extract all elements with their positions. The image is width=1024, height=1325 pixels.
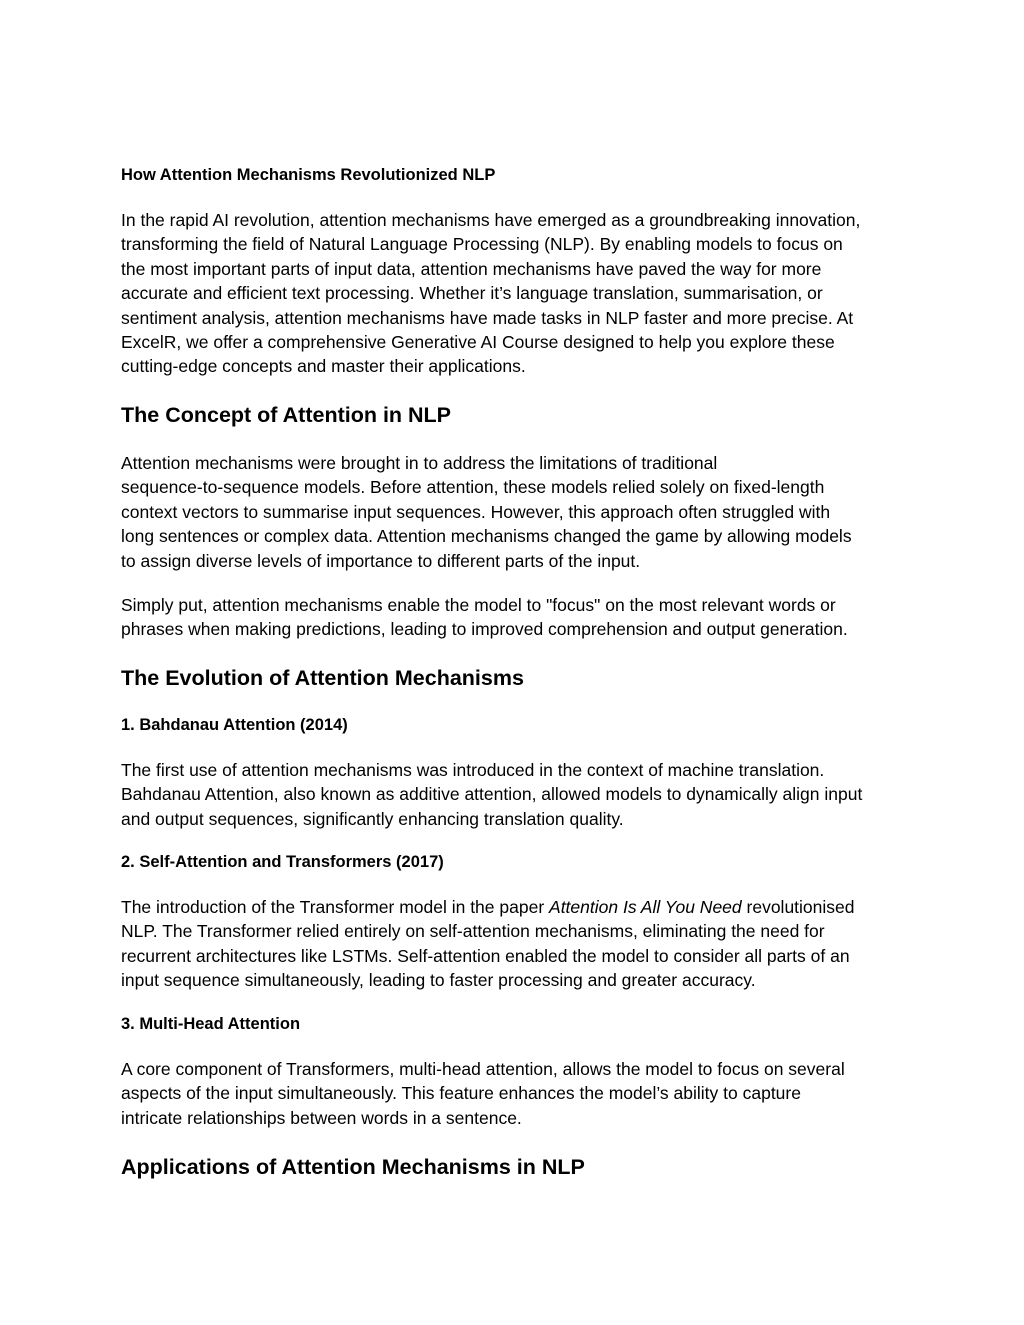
paragraph-line (121, 895, 855, 919)
paragraph-line: Simply put, attention mechanisms enable the model to "focus" on the most relevant words or (121, 595, 836, 615)
text-run: revolutionised (741, 897, 855, 917)
intro-paragraph (121, 208, 860, 379)
paragraph-line: A core component of Transformers, multi-head attention, allows the model to focus on several (121, 1059, 845, 1079)
intro-line: the most important parts of input data, attention mechanisms have paved the way for more (121, 258, 822, 279)
intro-line: accurate and efficient text processing. Whether it’s language translation, summarisation, or (121, 283, 823, 304)
intro-line: transforming the field of Natural Language Processing (NLP). By enabling models to focus on (121, 234, 843, 255)
subheading-bahdanau: 1. Bahdanau Attention (2014) (121, 716, 348, 734)
bahdanau-paragraph (121, 758, 862, 831)
section-heading-concept: The Concept of Attention in NLP (121, 403, 452, 427)
intro-line: In the rapid AI revolution, attention mechanisms have emerged as a groundbreaking innovation, (121, 210, 861, 230)
paragraph-line: context vectors to summarise input sequences. However, this approach often struggled with (121, 501, 831, 522)
intro-line: ExcelR, we offer a comprehensive Generative AI Course designed to help you explore these (121, 332, 835, 353)
paragraph-line: and output sequences, significantly enhancing translation quality. (121, 808, 624, 829)
multi-head-paragraph (121, 1057, 845, 1130)
paragraph-line: intricate relationships between words in a sentence. (121, 1107, 522, 1128)
concept-paragraph-2 (121, 593, 848, 642)
section-heading-applications: Applications of Attention Mechanisms in NLP (121, 1155, 585, 1179)
paragraph-line: to assign diverse levels of importance to different parts of the input. (121, 550, 641, 571)
document-title: How Attention Mechanisms Revolutionized NLP (121, 166, 496, 184)
section-heading-evolution: The Evolution of Attention Mechanisms (121, 666, 524, 690)
paragraph-line: aspects of the input simultaneously. This feature enhances the model’s ability to capture (121, 1083, 801, 1104)
paper-title-italic: Attention Is All You Need (549, 897, 742, 917)
paragraph-line: long sentences or complex data. Attention mechanisms changed the game by allowing models (121, 526, 852, 547)
paragraph-line: input sequence simultaneously, leading to faster processing and greater accuracy. (121, 970, 756, 991)
paragraph-line: sequence-to-sequence models. Before attention, these models relied solely on fixed-length (121, 477, 825, 498)
subheading-multi-head: 3. Multi-Head Attention (121, 1015, 301, 1033)
paragraph-line: phrases when making predictions, leading to improved comprehension and output generation. (121, 619, 848, 640)
subheading-self-attention: 2. Self-Attention and Transformers (2017) (121, 853, 444, 871)
concept-paragraph-1 (121, 451, 852, 573)
intro-line: cutting-edge concepts and master their applications. (121, 356, 526, 377)
text-run: The introduction of the Transformer model in the paper (121, 897, 550, 917)
intro-line: sentiment analysis, attention mechanisms have made tasks in NLP faster and more precise. At (121, 307, 854, 328)
paragraph-line: recurrent architectures like LSTMs. Self-attention enabled the model to consider all parts of an (121, 945, 850, 966)
paragraph-line: Bahdanau Attention, also known as additive attention, allowed models to dynamically align input (121, 784, 863, 805)
paragraph-line: Attention mechanisms were brought in to address the limitations of traditional (121, 453, 718, 473)
self-attention-paragraph (121, 895, 855, 993)
paragraph-line: The first use of attention mechanisms was introduced in the context of machine translation. (121, 760, 825, 780)
paragraph-line: NLP. The Transformer relied entirely on self-attention mechanisms, eliminating the need for (121, 921, 825, 942)
